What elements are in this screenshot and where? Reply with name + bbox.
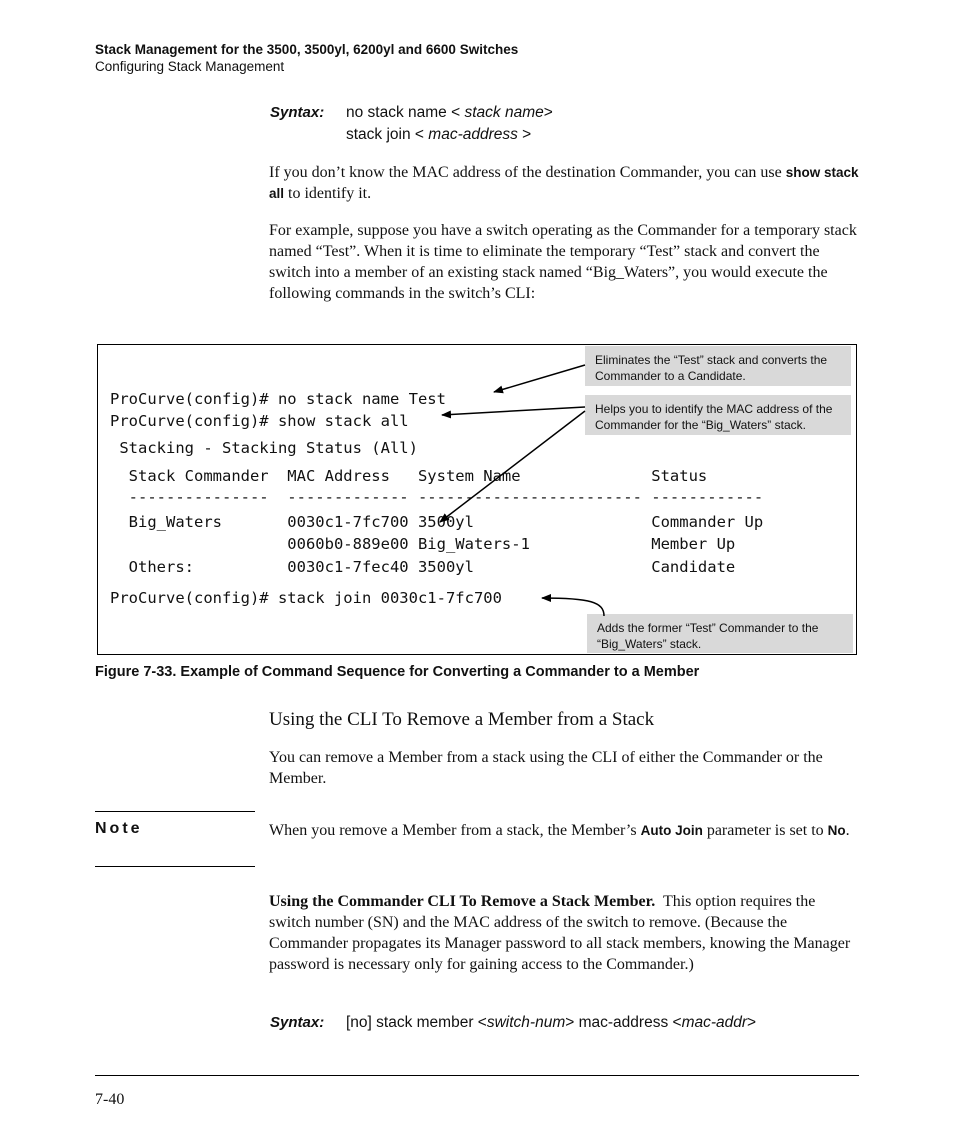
note-bottom-rule (95, 866, 255, 867)
cli-line-4: Stack Commander MAC Address System Name Status (110, 467, 708, 485)
syntax-label: Syntax: (270, 104, 325, 121)
subsection-body: This option requires the switch number (SN) and the MAC address of the switch to remove. (Because the Commander propagates its Manager password to all stack members, knowing the Manager password is necessary only for gaining access to the Commander.) (269, 893, 851, 973)
page-number: 7-40 (95, 1091, 125, 1108)
callout-adds: Adds the former “Test” Commander to the “Big_Waters” stack. (587, 614, 853, 653)
syntax-text: [no] stack member < (346, 1014, 487, 1031)
cli-line-5: --------------- ------------- ------------------------ ------------ (110, 488, 764, 506)
running-header-subtitle: Configuring Stack Management (95, 59, 285, 74)
cli-line-2: ProCurve(config)# show stack all (110, 412, 409, 430)
inline-command: show stack all (269, 165, 859, 201)
cli-line-7: 0060b0-889e00 Big_Waters-1 Member Up (110, 535, 736, 553)
cli-line-6: Big_Waters 0030c1-7fc700 3500yl Commander Up (110, 513, 764, 531)
subsection-heading: Using the Commander CLI To Remove a Stack Member. (269, 893, 656, 910)
subsection-paragraph (269, 891, 859, 975)
paragraph-text: If you don’t know the MAC address of the destination Commander, you can use (269, 164, 786, 181)
syntax-label-2: Syntax: (270, 1014, 325, 1031)
footer-rule (95, 1075, 859, 1076)
paragraph-example: For example, suppose you have a switch operating as the Commander for a temporary stack named “Test”. When it is time to eliminate the temporary “Test” stack and convert the switch into a member of an existing stack named “Big_Waters”, you would execute the following commands in the switch’s CLI: (269, 222, 857, 302)
figure-caption: Figure 7-33. Example of Command Sequence for Converting a Commander to a Member (95, 664, 700, 680)
note-text: parameter is set to (702, 822, 828, 839)
cli-line-3: Stacking - Stacking Status (All) (110, 439, 418, 457)
syntax-text: > (747, 1014, 757, 1031)
note-text: When you remove a Member from a stack, the Member’s (269, 822, 641, 839)
syntax-line-remove-member (346, 1014, 756, 1032)
syntax-text: no stack name < (346, 104, 465, 121)
arrow-to-no-stack-name (494, 365, 585, 392)
syntax-text: > (517, 126, 532, 143)
syntax-param: switch-num (486, 1014, 566, 1031)
note-text: . (845, 822, 850, 839)
syntax-text: stack join < (346, 126, 429, 143)
running-header-title: Stack Management for the 3500, 3500yl, 6200yl and 6600 Switches (95, 42, 519, 57)
section-body: You can remove a Member from a stack using the CLI of either the Commander or the Member. (269, 749, 823, 787)
note-top-rule (95, 811, 255, 812)
callout-eliminates: Eliminates the “Test” stack and converts the Commander to a Candidate. (585, 346, 851, 386)
syntax-param: mac-addr (681, 1014, 748, 1031)
cli-line-9: ProCurve(config)# stack join 0030c1-7fc700 (110, 589, 502, 607)
paragraph-text: to identify it. (284, 185, 372, 202)
syntax-param: stack name (464, 104, 544, 121)
syntax-text: > (543, 104, 553, 121)
cli-line-8: Others: 0030c1-7fec40 3500yl Candidate (110, 558, 736, 576)
syntax-text: > mac-address < (565, 1014, 682, 1031)
note-label: Note (95, 820, 143, 837)
arrow-to-stack-join (542, 598, 604, 616)
inline-value: No (827, 823, 846, 838)
note-body (269, 820, 859, 841)
callout-identify: Helps you to identify the MAC address of the Commander for the “Big_Waters” stack. (585, 395, 851, 435)
arrow-to-mac-address (440, 411, 585, 522)
inline-parameter: Auto Join (640, 823, 703, 838)
section-heading: Using the CLI To Remove a Member from a Stack (269, 709, 655, 730)
cli-line-1: ProCurve(config)# no stack name Test (110, 390, 446, 408)
syntax-param: mac-address (428, 126, 518, 143)
arrow-to-show-stack-all (442, 407, 585, 415)
